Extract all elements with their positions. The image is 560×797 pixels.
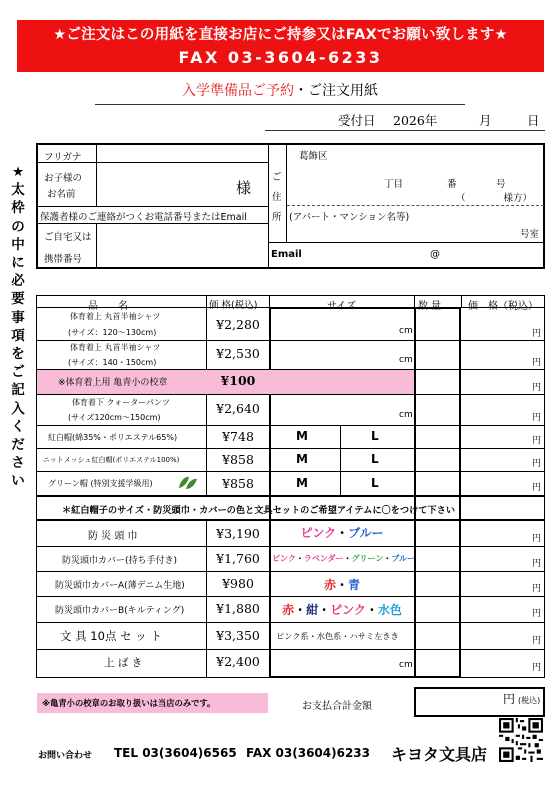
phone-field[interactable] — [97, 224, 268, 268]
row-6-size-m[interactable]: M — [296, 452, 308, 466]
row-7-size-l[interactable]: L — [371, 476, 379, 490]
room-label: 号室 — [520, 229, 540, 240]
date-underline — [265, 130, 545, 131]
hood-name: 防 災 頭 巾 — [88, 531, 138, 542]
row-4-qty-field[interactable] — [416, 396, 460, 424]
cover-color-lavender[interactable]: ラベンダー — [303, 554, 344, 563]
row-4-name-2: (サイズ120cm～150cm) — [68, 413, 161, 422]
banner-fax-number: FAX 03-3604-6233 — [178, 48, 383, 67]
inquiry-label: お問い合わせ — [38, 751, 93, 761]
row-6-size-l[interactable]: L — [371, 452, 379, 466]
fax-banner — [17, 20, 544, 72]
row-5-size-l[interactable]: L — [371, 429, 379, 443]
cover-colors — [272, 553, 416, 564]
stationery-name: 文 具 10点 セ ッ ト — [60, 629, 162, 643]
total-yen: 円 — [503, 692, 516, 706]
header-item: 品 名 — [88, 301, 128, 312]
address-field[interactable] — [287, 163, 544, 205]
cover-color-sep-1: ・ — [295, 554, 304, 563]
ward-label: 葛飾区 — [299, 151, 328, 162]
row-6-price: ¥858 — [222, 452, 254, 467]
row-2-name-2: (サイズ：140・150cm) — [68, 358, 157, 367]
row-1-qty-field[interactable] — [416, 309, 460, 339]
cover-b-price: ¥1,880 — [216, 601, 260, 616]
title-red: 入学準備品ご予約 — [182, 83, 294, 99]
cover-a-colors — [275, 576, 409, 593]
uwabaki-cm: cm — [399, 660, 413, 670]
title-underline — [95, 104, 465, 105]
address-label: ご住所 — [272, 172, 282, 223]
row-1-cm: cm — [399, 326, 413, 336]
hood-colors — [275, 524, 409, 541]
row-1-name-2: (サイズ：120～130cm) — [68, 328, 157, 337]
cover-b-yen: 円 — [532, 609, 542, 619]
green-hat-leaf-icon — [177, 474, 199, 492]
form-title — [0, 80, 560, 100]
row-4-name-1: 体育着下 クォーターパンツ — [72, 398, 170, 407]
email-label: Email — [271, 249, 302, 260]
row-2-price: ¥2,530 — [216, 346, 260, 361]
title-rest: ・ご注文用紙 — [294, 83, 378, 99]
row-7-qty-field[interactable] — [416, 473, 460, 494]
cover-b-colors — [275, 601, 409, 618]
uwabaki-name: 上 ば き — [104, 657, 143, 669]
row-7-name: グリーン帽 (特別支援学級用) — [48, 479, 153, 488]
furigana-field[interactable] — [97, 144, 268, 162]
row-7-price: ¥858 — [222, 476, 254, 491]
cover-b-name: 防災頭巾カバーB(キルティング) — [55, 606, 185, 616]
cover-b-color-sep-2: ・ — [318, 603, 331, 617]
cover-b-color-navy[interactable]: 紺 — [306, 603, 319, 617]
cover-a-color-blue[interactable]: 青 — [348, 578, 361, 592]
cover-qty-field[interactable] — [416, 548, 460, 570]
row-6-qty-field[interactable] — [416, 450, 460, 470]
hood-color-pink[interactable]: ピンク — [300, 526, 337, 540]
apartment-label: (アパート・マンション名等) — [289, 212, 410, 223]
row-4-yen: 円 — [532, 413, 542, 423]
banner-line-1: ★ご注文はこの用紙を直接お店にご持参又はFAXでお願い致します★ — [53, 27, 508, 43]
row-6-yen: 円 — [532, 459, 542, 469]
uwabaki-size-field[interactable] — [271, 651, 413, 676]
cover-color-blue[interactable]: ブルー — [391, 554, 416, 563]
header-qty: 数 量 — [418, 301, 442, 312]
row-3-name: ※体育着上用 亀青小の校章 — [58, 378, 168, 388]
contact-tel: TEL 03(3604)6565 — [114, 746, 237, 760]
total-label: お支払合計金額 — [302, 701, 372, 712]
row-5-size-m[interactable]: M — [296, 429, 308, 443]
child-name-label-1: お子様の — [44, 173, 83, 184]
row-4-price: ¥2,640 — [216, 401, 260, 416]
cover-color-sep-3: ・ — [383, 554, 392, 563]
cover-name: 防災頭巾カバー(持ち手付き) — [62, 556, 178, 566]
qr-code-icon[interactable] — [499, 718, 543, 762]
date-label: 受付日 — [338, 113, 376, 128]
ban-label: 番 — [447, 179, 457, 190]
hood-price: ¥3,190 — [216, 526, 260, 541]
row-5-name: 紅白帽(綿35%・ポリエステル65%) — [48, 433, 178, 442]
cover-b-color-sep-3: ・ — [365, 603, 378, 617]
date-month: 月 — [479, 113, 492, 128]
go-label: 号 — [496, 179, 506, 190]
row-2-name-1: 体育着上 丸首半袖シャツ — [70, 343, 161, 352]
sama-label: 様 — [236, 179, 252, 197]
row-2-size-field[interactable] — [271, 341, 413, 368]
shop-name: キヨタ文具店 — [391, 745, 488, 764]
total-tax: (税込) — [518, 696, 541, 705]
row-6-name: ニットメッシュ紅白帽(ポリエステル100%) — [43, 456, 180, 464]
row-2-qty-field[interactable] — [416, 341, 460, 368]
cover-price: ¥1,760 — [216, 551, 260, 566]
row-3-yen: 円 — [532, 383, 542, 393]
cover-yen: 円 — [532, 559, 542, 569]
uwabaki-yen: 円 — [532, 663, 542, 673]
header-amount: 価 格（税込） — [468, 301, 538, 312]
guardian-contact-label: 保護者様のご連絡がつくお電話番号またはEmail — [40, 212, 247, 223]
cover-a-name: 防災頭巾カバーA(薄デニム生地) — [55, 581, 185, 591]
phone-label-2: 携帯番号 — [44, 254, 83, 265]
cover-a-qty-field[interactable] — [416, 573, 460, 595]
row-5-price: ¥748 — [222, 429, 254, 444]
hood-color-sep: ・ — [336, 526, 349, 540]
row-3-qty-field[interactable] — [416, 371, 460, 393]
uwabaki-qty-field[interactable] — [416, 651, 460, 676]
cover-color-pink[interactable]: ピンク — [272, 554, 296, 563]
row-5-yen: 円 — [532, 436, 542, 446]
row-1-price: ¥2,280 — [216, 317, 260, 332]
apartment-field[interactable] — [287, 206, 544, 242]
uwabaki-price: ¥2,400 — [216, 654, 260, 669]
header-price: 価 格(税込) — [209, 300, 258, 311]
stationery-qty-field[interactable] — [416, 624, 460, 648]
email-field[interactable] — [305, 243, 544, 268]
date-day: 日 — [527, 113, 540, 128]
cover-a-price: ¥980 — [222, 576, 254, 591]
cover-a-color-sep: ・ — [335, 578, 348, 592]
contact-fax: FAX 03(3604)6233 — [246, 746, 371, 760]
cover-color-sep-2: ・ — [343, 554, 352, 563]
side-note: ★太枠の中に必要事項をご記入ください — [11, 164, 25, 490]
cover-a-color-red[interactable]: 赤 — [323, 578, 336, 592]
cover-a-yen: 円 — [532, 584, 542, 594]
date-year: 2026年 — [393, 113, 438, 128]
row-4-size-field[interactable] — [271, 396, 413, 424]
cover-color-green[interactable]: グリーン — [351, 554, 384, 563]
row-1-yen: 円 — [532, 329, 542, 339]
furigana-label: フリガナ — [44, 152, 82, 163]
cover-b-color-water[interactable]: 水色 — [377, 603, 402, 617]
row-2-cm: cm — [399, 355, 413, 365]
hood-yen: 円 — [532, 534, 542, 544]
cover-b-color-sep-1: ・ — [294, 603, 307, 617]
phone-label-1: ご自宅又は — [44, 232, 92, 243]
stationery-price: ¥3,350 — [216, 628, 260, 643]
row-1-size-field[interactable] — [271, 309, 413, 339]
row-4-cm: cm — [399, 410, 413, 420]
hood-qty-field[interactable] — [416, 521, 460, 545]
row-7-size-m[interactable]: M — [296, 476, 308, 490]
footer-note: ※亀青小の校章のお取り扱いは当店のみです。 — [42, 698, 216, 708]
email-at: @ — [430, 249, 440, 260]
chome-label: 丁目 — [384, 179, 404, 190]
hood-color-blue[interactable]: ブルー — [348, 526, 384, 540]
cover-b-color-red[interactable]: 赤 — [282, 603, 295, 617]
child-name-field[interactable] — [97, 163, 227, 206]
sama-kata-label: （ 様方） — [456, 193, 533, 204]
row-2-yen: 円 — [532, 358, 542, 368]
child-name-label-2: お名前 — [47, 189, 76, 200]
row-5-qty-field[interactable] — [416, 427, 460, 447]
stationery-options[interactable]: ピンク系・水色系・ハサミ左きき — [276, 631, 399, 641]
row-1-name-1: 体育着上 丸首半袖シャツ — [70, 312, 161, 321]
row-3-price: ¥100 — [220, 373, 256, 388]
stationery-yen: 円 — [532, 636, 542, 646]
selection-notice: ＊紅白帽子のサイズ・防災頭巾・カバーの色と文具セットのご希望アイテムに〇をつけて下さい — [62, 505, 456, 516]
header-size: サイズ — [327, 301, 357, 312]
cover-b-qty-field[interactable] — [416, 598, 460, 621]
row-7-yen: 円 — [532, 483, 542, 493]
cover-b-color-pink[interactable]: ピンク — [330, 603, 366, 617]
